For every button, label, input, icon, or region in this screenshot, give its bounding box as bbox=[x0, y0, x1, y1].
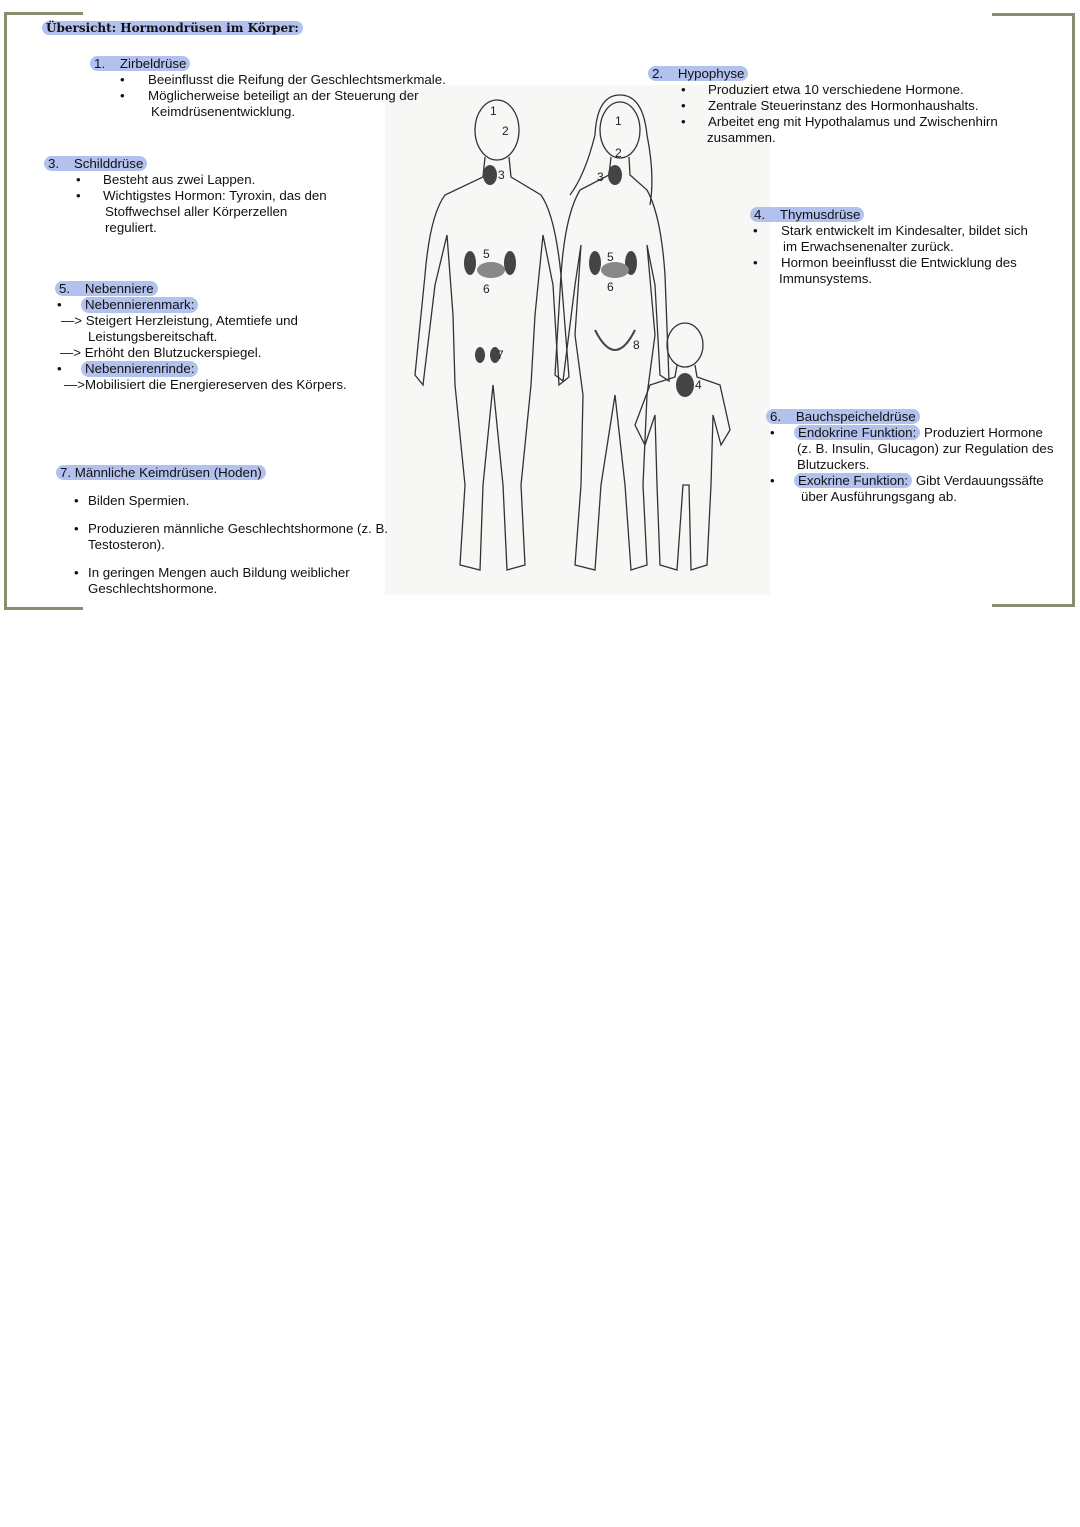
text-line: zusammen. bbox=[707, 130, 776, 145]
text-line: Nebennierenmark: bbox=[81, 297, 198, 313]
text-line: reguliert. bbox=[105, 220, 157, 235]
text-line: • bbox=[74, 565, 79, 580]
section-nebenniere bbox=[55, 281, 347, 393]
text-line: über Ausführungsgang ab. bbox=[801, 489, 957, 504]
text-line: Hormon beeinflusst die Entwicklung des bbox=[781, 255, 1017, 270]
text-line: • bbox=[120, 72, 125, 87]
text-line bbox=[90, 56, 234, 72]
figure-label: 6 bbox=[607, 280, 614, 294]
text-line: Produziert Hormone bbox=[920, 425, 1043, 440]
figure-label: 8 bbox=[633, 338, 640, 352]
text-line: Zentrale Steuerinstanz des Hormonhaushalts. bbox=[708, 98, 979, 113]
text-line: • bbox=[681, 114, 686, 129]
figure-label: 5 bbox=[607, 250, 614, 264]
text-line: • bbox=[770, 425, 775, 440]
text-line: • bbox=[120, 88, 125, 103]
text-line bbox=[57, 297, 340, 313]
figure-label: 6 bbox=[483, 282, 490, 296]
text-line: Zirbeldrüse bbox=[119, 56, 187, 71]
text-line: Leistungsbereitschaft. bbox=[88, 329, 218, 344]
section-heading bbox=[766, 409, 920, 424]
section-hypophyse bbox=[648, 66, 998, 146]
text-line: —> Steigert Herzleistung, Atemtiefe und bbox=[61, 313, 298, 328]
text-line bbox=[76, 172, 258, 188]
text-line: Nebennierenrinde: bbox=[81, 361, 198, 377]
text-line: Geschlechtshormone. bbox=[88, 581, 218, 596]
text-line: Produziert etwa 10 verschiedene Hormone. bbox=[708, 82, 964, 97]
text-line bbox=[766, 409, 1022, 425]
text-line bbox=[770, 473, 1044, 489]
text-line bbox=[753, 255, 1017, 271]
text-line: Endokrine Funktion: bbox=[794, 425, 920, 440]
section-heading bbox=[55, 281, 158, 296]
figure-label: 1 bbox=[615, 114, 622, 128]
text-line bbox=[57, 361, 340, 377]
text-line: Wichtigstes Hormon: Tyroxin, das den bbox=[103, 188, 327, 203]
text-line bbox=[681, 98, 979, 114]
text-line: —>Mobilisiert die Energiereserven des Körpers. bbox=[64, 377, 347, 392]
text-line: 2. bbox=[652, 66, 664, 81]
text-line: Testosteron). bbox=[88, 537, 165, 552]
text-line: 1. bbox=[94, 56, 106, 71]
figure-label: 3 bbox=[498, 168, 505, 182]
text-line: Besteht aus zwei Lappen. bbox=[103, 172, 256, 187]
text-line bbox=[681, 82, 964, 98]
figure-label: 7 bbox=[497, 348, 504, 362]
text-line: • bbox=[57, 361, 62, 376]
section-schilddruese bbox=[44, 156, 327, 236]
figure-label: 1 bbox=[490, 104, 497, 118]
text-line: • bbox=[753, 223, 758, 238]
text-line bbox=[74, 493, 284, 509]
figure-label: 5 bbox=[483, 247, 490, 261]
text-line: 3. bbox=[48, 156, 60, 171]
section-hoden bbox=[56, 465, 389, 597]
text-line: • bbox=[770, 473, 775, 488]
text-line bbox=[794, 473, 1044, 489]
text-line bbox=[74, 565, 350, 581]
text-line: Stark entwickelt im Kindesalter, bildet sich bbox=[781, 223, 1028, 238]
section-heading: 7. Männliche Keimdrüsen (Hoden) bbox=[56, 465, 266, 480]
endocrine-glands-figure bbox=[385, 85, 770, 595]
text-line: Hypophyse bbox=[677, 66, 745, 81]
section-heading bbox=[750, 207, 864, 222]
figure-label: 4 bbox=[695, 378, 702, 392]
text-line: • bbox=[76, 172, 81, 187]
text-line: Stoffwechsel aller Körperzellen bbox=[105, 204, 288, 219]
section-heading bbox=[44, 156, 147, 171]
section-zirbeldruese bbox=[90, 56, 446, 120]
text-line bbox=[750, 207, 921, 223]
text-line: Nebenniere bbox=[84, 281, 154, 296]
text-line bbox=[56, 465, 266, 481]
text-line: Bauchspeicheldrüse bbox=[795, 409, 916, 424]
text-line: Bilden Spermien. bbox=[88, 493, 190, 508]
text-line bbox=[44, 156, 226, 172]
text-line: In geringen Mengen auch Bildung weiblicher bbox=[88, 565, 350, 580]
text-line: • bbox=[76, 188, 81, 203]
text-line bbox=[74, 521, 389, 537]
text-line bbox=[120, 88, 419, 104]
text-line: Keimdrüsenentwicklung. bbox=[151, 104, 296, 119]
section-bauchspeicheldruese bbox=[766, 409, 1054, 505]
text-line: 4. bbox=[754, 207, 766, 222]
text-line: • bbox=[74, 493, 79, 508]
text-line: • bbox=[681, 82, 686, 97]
text-line: Arbeitet eng mit Hypothalamus und Zwischenhirn bbox=[708, 114, 998, 129]
text-line bbox=[794, 425, 1043, 441]
text-line: Gibt Verdauungssäfte bbox=[912, 473, 1044, 488]
text-line: • bbox=[74, 521, 79, 536]
text-line: Produzieren männliche Geschlechtshormone (z. B. bbox=[88, 521, 389, 536]
text-line bbox=[76, 188, 327, 204]
text-line: Exokrine Funktion: bbox=[794, 473, 912, 488]
text-line: (z. B. Insulin, Glucagon) zur Regulation des bbox=[797, 441, 1054, 456]
figure-background bbox=[385, 85, 770, 595]
section-thymusdruese bbox=[750, 207, 1028, 287]
text-line: im Erwachsenenalter zurück. bbox=[783, 239, 954, 254]
text-line bbox=[770, 425, 1043, 441]
figure-label: 3 bbox=[597, 170, 604, 184]
text-line: 6. bbox=[770, 409, 782, 424]
section-heading bbox=[90, 56, 190, 71]
text-line: Immunsystems. bbox=[779, 271, 873, 286]
section-heading bbox=[648, 66, 748, 81]
text-line bbox=[753, 223, 1028, 239]
text-line bbox=[681, 114, 998, 130]
text-line: Möglicherweise beteiligt an der Steuerung der bbox=[148, 88, 419, 103]
text-line: —> Erhöht den Blutzuckerspiegel. bbox=[60, 345, 262, 360]
figure-label: 2 bbox=[502, 124, 509, 138]
text-line: • bbox=[57, 297, 62, 312]
text-line bbox=[120, 72, 446, 88]
text-line: Beeinflusst die Reifung der Geschlechtsmerkmale. bbox=[148, 72, 446, 87]
text-line: 5. bbox=[59, 281, 71, 296]
text-line: • bbox=[681, 98, 686, 113]
text-line bbox=[648, 66, 748, 82]
frame-right-bracket bbox=[992, 13, 1075, 607]
text-line: Thymusdrüse bbox=[779, 207, 861, 222]
text-line bbox=[55, 281, 338, 297]
text-line: • bbox=[753, 255, 758, 270]
text-line: Blutzuckers. bbox=[797, 457, 870, 472]
text-line: Schilddrüse bbox=[73, 156, 144, 171]
page-title: Übersicht: Hormondrüsen im Körper: bbox=[42, 20, 303, 36]
figure-label: 2 bbox=[615, 146, 622, 160]
